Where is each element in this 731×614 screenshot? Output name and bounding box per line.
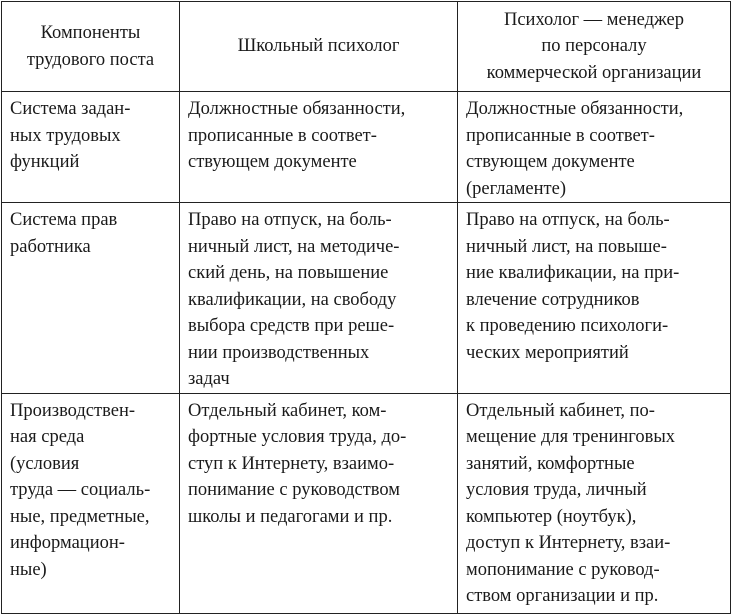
table-header-row: [2, 2, 731, 92]
table-row: [2, 393, 731, 613]
row-component-label: Система задан- ных трудовых функций: [2, 92, 180, 203]
row-commercial-cell: Отдельный кабинет, по- мещение для тренинговых занятий, комфортные условия труда, личный компьютер (ноутбук), доступ к Интернету, взаи- мопонимание с руковод- ством организации и пр.: [458, 393, 731, 613]
table-row: [2, 203, 731, 394]
row-school-cell: Отдельный кабинет, ком- фортные условия труда, до- ступ к Интернету, взаимо- понимание с руководством школы и педагогами и пр.: [180, 393, 458, 613]
table-row: [2, 92, 731, 203]
comparison-table: [1, 1, 731, 614]
row-commercial-cell: Право на отпуск, на боль- ничный лист, на повыше- ние квалификации, на при- влечение сотрудников к проведению психологи- ческих мероприятий: [458, 203, 731, 394]
header-hr-psychologist: Психолог — менеджер по персоналу коммерческой организации: [458, 2, 731, 92]
row-commercial-cell: Должностные обязанности, прописанные в соответ- ствующем документе (регламенте): [458, 92, 731, 203]
row-school-cell: Должностные обязанности, прописанные в соответ- ствующем документе: [180, 92, 458, 203]
header-school-psychologist: Школьный психолог: [180, 2, 458, 92]
row-component-label: Производствен- ная среда (условия труда — социаль- ные, предметные, информацион- ные): [2, 393, 180, 613]
row-component-label: Система прав работника: [2, 203, 180, 394]
header-components: Компоненты трудового поста: [2, 2, 180, 92]
row-school-cell: Право на отпуск, на боль- ничный лист, на методиче- ский день, на повышение квалификации, на свободу выбора средств при реше- нии производственных задач: [180, 203, 458, 394]
